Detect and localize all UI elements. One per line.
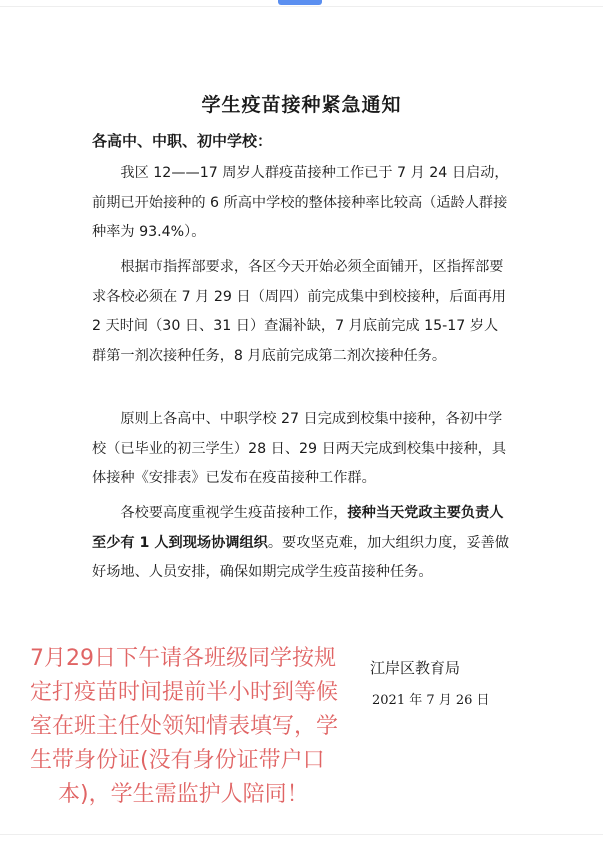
document-title: 学生疫苗接种紧急通知 bbox=[201, 94, 402, 116]
bottom-divider bbox=[0, 834, 603, 835]
overlay-note-line: 本)，学生需监护人陪同！ bbox=[58, 782, 309, 807]
paragraph-4-emphasis: 接种当天党政主要负责人至少有 1 人到现场协调组织 bbox=[92, 505, 504, 551]
paragraph-4 bbox=[92, 499, 510, 588]
overlay-note-line: 定打疫苗时间提前半小时到等候 bbox=[30, 680, 339, 705]
paragraph-1: 我区 12——17 周岁人群疫苗接种工作已于 7 月 24 日启动，前期已开始接种的 6 所高中学校的整体接种率比较高（适龄人群接种率为 93.4%）。 bbox=[92, 165, 509, 240]
paragraph-3: 原则上各高中、中职学校 27 日完成到校集中接种，各初中学校（已毕业的初三学生）28 日、29 日两天完成到校集中接种，具体接种《安排表》已发布在疫苗接种工作群。 bbox=[92, 411, 507, 486]
overlay-note-line: 室在班主任处领知情表填写，学 bbox=[30, 714, 339, 739]
overlay-note bbox=[30, 642, 385, 812]
greeting: 各高中、中职、初中学校： bbox=[92, 132, 273, 150]
signature-date: 2021 年 7 月 26 日 bbox=[372, 693, 490, 708]
overlay-note-line: 生带身份证(没有身份证带户口 bbox=[30, 748, 325, 773]
scroll-indicator bbox=[278, 0, 322, 5]
paragraph-2: 根据市指挥部要求，各区今天开始必须全面铺开，区指挥部要求各校必须在 7 月 29 日（周四）前完成集中到校接种，后面再用 2 天时间（30 日、31 日）查漏补缺，7 月底前完成 15-17 岁人群第一剂次接种任务，8 月底前完成第二剂次接种任务。 bbox=[92, 259, 506, 364]
signature-org: 江岸区教育局 bbox=[370, 659, 461, 677]
paragraph-4-text-after: 。要攻坚克难，加大组织力度，妥善做好场地、人员安排，确保如期完成学生疫苗接种任务。 bbox=[92, 534, 510, 580]
paragraph-4-text-before: 各校要高度重视学生疫苗接种工作， bbox=[120, 505, 348, 521]
overlay-note-line: 7月29日下午请各班级同学按规 bbox=[30, 646, 336, 671]
